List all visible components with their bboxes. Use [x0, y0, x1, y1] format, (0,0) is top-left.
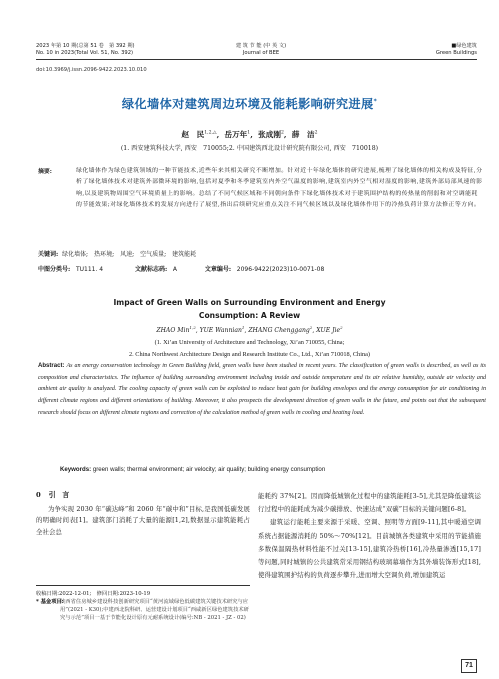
body-column-right	[258, 490, 481, 582]
paper-title-en	[0, 296, 499, 322]
project-footnote	[36, 598, 250, 622]
abstract-zh-text: 绿化墙体作为绿色建筑领域的一种节能技术,近些年来其相关研究不断增加。针对近十年绿化墙体的研究进展,梳理了绿化墙体的相关构成及特征,分析了绿化墙体技术对建筑外部微环境的影响,包括对夏季和冬季建筑室内外空气温度的影响,建筑室内外空气相对湿度的影响,建筑外部局部风速的影响,以及建筑物周围空气环境质量上的影响。总结了不同气候区域和不同朝向条件下绿化墙体技术对于建筑围护结构的传热量的削弱和对空调能耗的节能效果;对绿化墙体技术的发展方向进行了展望,指出后续研究应重点关注不同气候区域以及绿化墙体作用下的冷热负荷计算方法修正等方向。	[76, 168, 483, 208]
abstract-zh-label: 摘要:	[38, 168, 52, 175]
authors-en: ZHAO Min$^{1,2}$, YUE Wannian$^1$, ZHANG Chenggang$^2$, XUE Jie$^2$	[156, 325, 343, 335]
author-en-sup: 2	[340, 325, 343, 330]
header-left	[36, 43, 135, 57]
footnote	[36, 585, 250, 622]
project-text: 陕西省住房城乡建设科技创新研究项目“黄河流域绿色低碳建筑关键技术研究与应用”(2021 - K30);中建西北院科研、运营建设计划项目“西咸新区绿色建筑技术研究与示范”项目一基于节能化设计原有元耐系统设计(编号:NB - 2021 - JZ - 02)	[60, 599, 249, 621]
body-column-left	[36, 490, 250, 538]
affiliation-en-1: (1. Xi’an University of Architecture and Technology, Xi’an 710055, China;	[154, 339, 345, 346]
header-right	[436, 43, 477, 57]
paper-title-zh	[30, 95, 469, 112]
author-name: 赵 民	[181, 130, 205, 139]
author-en-1: ZHAO Min	[156, 327, 190, 335]
doc-code-value: A	[172, 266, 177, 273]
section-number: 0	[36, 491, 41, 499]
keywords-en	[60, 466, 325, 473]
journal-zh: 建 筑 节 能 (中 英 文)	[235, 43, 287, 49]
author-sup: 1,2,△	[204, 130, 217, 136]
abstract-en-text: As an energy conservation technology in Green Building field, green walls have been studied in recent years. The classification of green walls is described, as well as its composition and characteristics. The influence of building surrounding environment including inside and outside temperature and its air relative humidity, outside air velocity and ambient air quality is analyzed. The cooling capacity of green walls can be exploited to reduce heat gain for building envelopes and the energy consumption for air conditioning in different climate regions and different orientations of building. Moreover, it also prospects the development direction of green walls in the future, and points out that the subsequent research should focus on different climate regions and correction of the calculation method of green walls in cooling and heating load.	[38, 363, 486, 416]
title-text: 绿化墙体对建筑周边环境及能耗影响研究进展	[121, 97, 374, 111]
received-date: 收稿日期:2022-12-01; 修回日期:2023-10-19	[36, 591, 151, 597]
author-en-3: ZHANG Chenggang	[248, 327, 310, 335]
author-1	[181, 130, 216, 139]
keywords-en-label: Keywords:	[60, 466, 92, 473]
section-heading	[36, 490, 250, 502]
section-title: 引 言	[48, 491, 70, 499]
header-rule	[36, 59, 477, 60]
doi[interactable]: doi:10.3969/j.issn.2096-9422.2023.10.010	[36, 67, 147, 73]
author-name: 张成刚	[258, 130, 281, 139]
issue-zh: 2023 年第 10 期(总第 51 卷 第 392 期)	[36, 43, 135, 49]
abstract-en-label: Abstract:	[38, 363, 65, 369]
affiliation-zh: (1. 西安建筑科技大学, 西安 710055;2. 中国建筑西北设计研究院有限公司, 西安 710018)	[120, 145, 379, 152]
author-3	[258, 130, 284, 139]
journal-en: Journal of BEE	[242, 50, 280, 56]
keywords-zh	[38, 249, 196, 258]
author-sup: 2	[280, 130, 284, 136]
article-no-value: 2096-9422(2023)10-0071-08	[236, 266, 325, 273]
author-en-4: XUE Jie	[316, 327, 341, 335]
affiliation-en-2: 2. China Northwest Architecture Design and Research Institute Co., Ltd., Xi’an 710018, China)	[129, 350, 370, 358]
doc-code-label: 文献标志码:	[134, 266, 168, 273]
abstract-zh	[38, 166, 484, 211]
column-zh: ■绿色建筑	[451, 43, 477, 49]
intro-paragraph-2: 建筑运行能耗主要来源于采暖、空调、照明等方面[9-11],其中暖通空调系统占据能源消耗的 50%～70%[12]。目前城镇各类建筑中采用的节能措施多数保温隔热材料性能不过关[13-15],建筑冷热桥[16],冷热量渗透[15,17]等问题,同时城镇的公共建筑常采用钢结构玻璃幕墙作为其外墙装饰形式[18],使得建筑围护结构的负荷逐步攀升,进而增大空调负荷,增加建筑运	[258, 518, 481, 580]
author-name: 岳万年	[224, 130, 248, 139]
page-number: 71	[461, 659, 477, 673]
issue-en: No. 10 in 2023(Total Vol. 51, No. 392)	[36, 50, 134, 56]
author-4	[292, 130, 318, 139]
author-sup: 2	[314, 130, 318, 136]
author-en-sup: 1,2	[189, 325, 196, 330]
authors-zh: 赵 民$^{1,2,\triangle}$, 岳万年$^1$, 张成刚$^2$, 薛 洁$^2$	[181, 130, 318, 139]
running-header	[36, 43, 477, 62]
title-footnote-mark: *	[373, 97, 378, 105]
intro-paragraph-1-cont: 能耗约 37%[2]。因而降低城镇化过程中的建筑能耗[3-5],尤其是降低建筑运行过程中的能耗成为减少碳排放、快速达成“双碳”目标的关键问题[6-8]。	[258, 492, 481, 514]
affiliation-en	[0, 337, 499, 360]
author-en-sup: 2	[309, 325, 313, 330]
clc-label: 中图分类号:	[38, 266, 71, 273]
intro-paragraph-1: 为争实现 2030 年“碳达峰”和 2060 年“碳中和”目标,是我国低碳发展的明确时间表[1]。建筑部门消耗了大量的能源[1,2],数据显示建筑能耗占全社会总	[36, 504, 250, 536]
header-center	[226, 43, 296, 57]
author-sup: 1	[247, 130, 251, 136]
classification-row	[38, 264, 324, 273]
title-en-line-1: Impact of Green Walls on Surrounding Environment and Energy	[113, 298, 386, 307]
author-en-sup: 1	[241, 325, 245, 330]
keywords-zh-label: 关键词:	[38, 251, 59, 258]
project-label: * 基金项目:	[36, 599, 64, 605]
article-no-label: 文章编号:	[204, 266, 232, 273]
keywords-en-text: green walls; thermal environment; air velocity; air quality; building energy consumption	[92, 466, 326, 473]
keywords-zh-text: 绿化墙体; 热环境; 风速; 空气质量; 建筑能耗	[62, 251, 197, 258]
title-en-line-2: Consumption: A Review	[198, 311, 301, 320]
author-en-2: YUE Wannian	[199, 327, 242, 335]
author-2	[225, 130, 251, 139]
abstract-en	[38, 361, 486, 420]
author-name: 薛 洁	[291, 130, 315, 139]
clc-value: TU111. 4	[75, 266, 104, 273]
column-en: Green Buildings	[435, 50, 477, 56]
